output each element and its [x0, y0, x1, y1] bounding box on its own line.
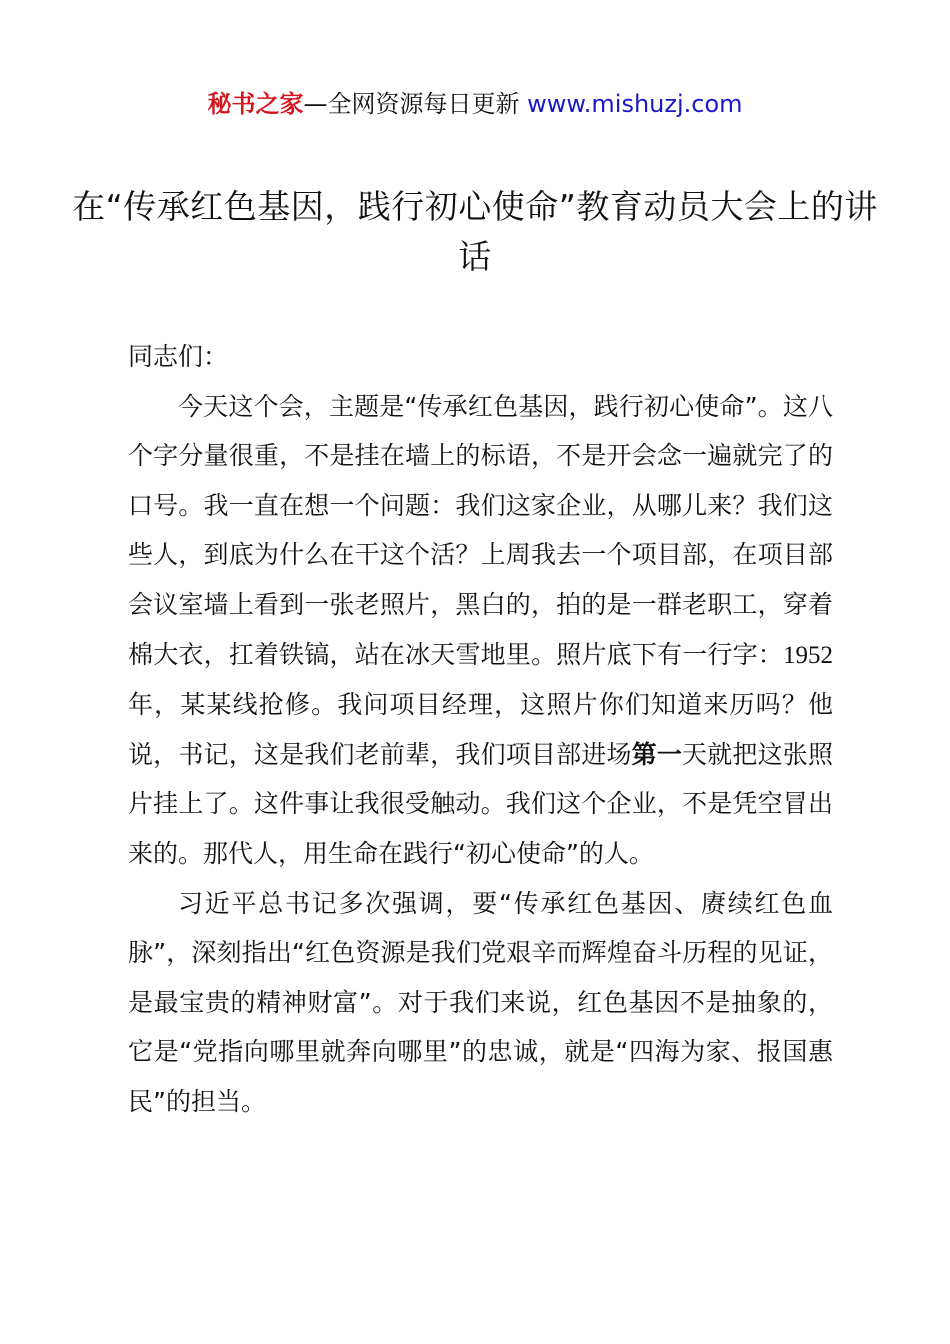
paragraph-1 — [128, 382, 833, 879]
paragraph-2: 习近平总书记多次强调，要“传承红色基因、赓续红色血脉”，深刻指出“红色资源是我们党艰辛而辉煌奋斗历程的见证，是最宝贵的精神财富”。对于我们来说，红色基因不是抽象的，它是“党指向哪里就奔向哪里”的忠诚，就是“四海为家、报国惠民”的担当。 — [128, 888, 833, 1116]
document-body — [128, 332, 833, 1127]
paragraph-1-part-c: 天就把这张照片挂上了。这件事让我很受触动。我们这个企业，不是凭空冒出来的。那代人，用生命在践行“初心使命”的人。 — [128, 739, 833, 868]
paragraph-1-part-b: 年，某某线抢修。我问项目经理，这照片你们知道来历吗？他说，书记，这是我们老前辈，我们项目部进场 — [128, 690, 833, 769]
paragraph-1-year: 1952 — [783, 641, 833, 669]
document-title: 在“传承红色基因，践行初心使命”教育动员大会上的讲话 — [72, 187, 878, 276]
salutation: 同志们： — [128, 342, 229, 371]
site-slogan: —全网资源每日更新 — [303, 90, 528, 118]
paragraph-1-bold: 第一 — [631, 739, 683, 769]
site-brand: 秘书之家 — [207, 90, 304, 118]
site-header — [0, 88, 950, 120]
site-url-link[interactable]: www.mishuzj.com — [527, 90, 743, 118]
paragraph-1-part-a: 今天这个会，主题是“传承红色基因，践行初心使命”。这八个字分量很重，不是挂在墙上的标语，不是开会念一遍就完了的口号。我一直在想一个问题：我们这家企业，从哪儿来？我们这些人，到底为什么在干这个活？上周我去一个项目部，在项目部会议室墙上看到一张老照片，黑白的，拍的是一群老职工，穿着棉大衣，扛着铁镐，站在冰天雪地里。照片底下有一行字： — [128, 391, 833, 669]
